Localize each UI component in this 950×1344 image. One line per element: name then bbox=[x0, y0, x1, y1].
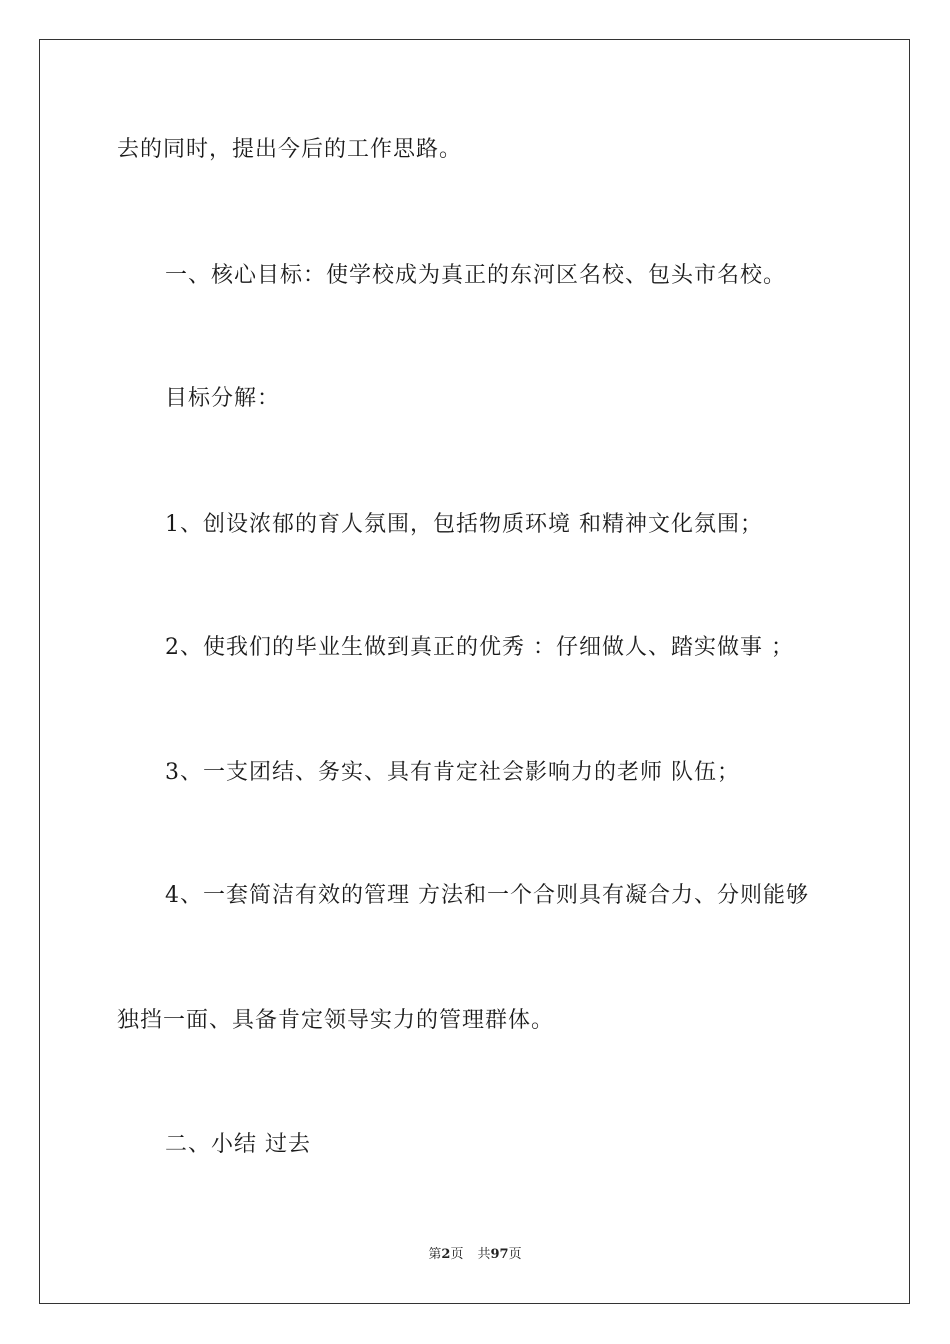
footer-total-prefix: 共 bbox=[477, 1247, 491, 1262]
page-border bbox=[39, 39, 910, 1304]
footer-total-suffix: 页 bbox=[508, 1247, 522, 1262]
footer-page-prefix: 第 bbox=[428, 1247, 442, 1262]
list-item-4: 4、一套简洁有效的管理 方法和一个合则具有凝合力、分则能够 bbox=[165, 883, 809, 908]
paragraph-continuation: 去的同时，提出今后的工作思路。 bbox=[117, 137, 463, 162]
heading-core-goal: 一、核心目标：使学校成为真正的东河区名校、包头市名校。 bbox=[165, 263, 787, 288]
list-item-2: 2、使我们的毕业生做到真正的优秀 ：仔细做人、踏实做事 ； bbox=[165, 635, 794, 660]
list-item-1: 1、创设浓郁的育人氛围，包括物质环境 和精神文化氛围； bbox=[165, 512, 763, 537]
footer-page-suffix: 页 bbox=[450, 1247, 464, 1262]
footer-total-pages: 97 bbox=[490, 1247, 509, 1262]
page-footer bbox=[0, 1246, 950, 1264]
heading-summary: 二、小结 过去 bbox=[165, 1132, 311, 1157]
list-item-3: 3、一支团结、务实、具有肯定社会影响力的老师 队伍； bbox=[165, 760, 740, 785]
footer-page-number: 2 bbox=[441, 1247, 451, 1262]
heading-goal-breakdown: 目标分解： bbox=[165, 386, 281, 411]
list-item-4-continuation: 独挡一面、具备肯定领导实力的管理群体。 bbox=[117, 1008, 555, 1033]
